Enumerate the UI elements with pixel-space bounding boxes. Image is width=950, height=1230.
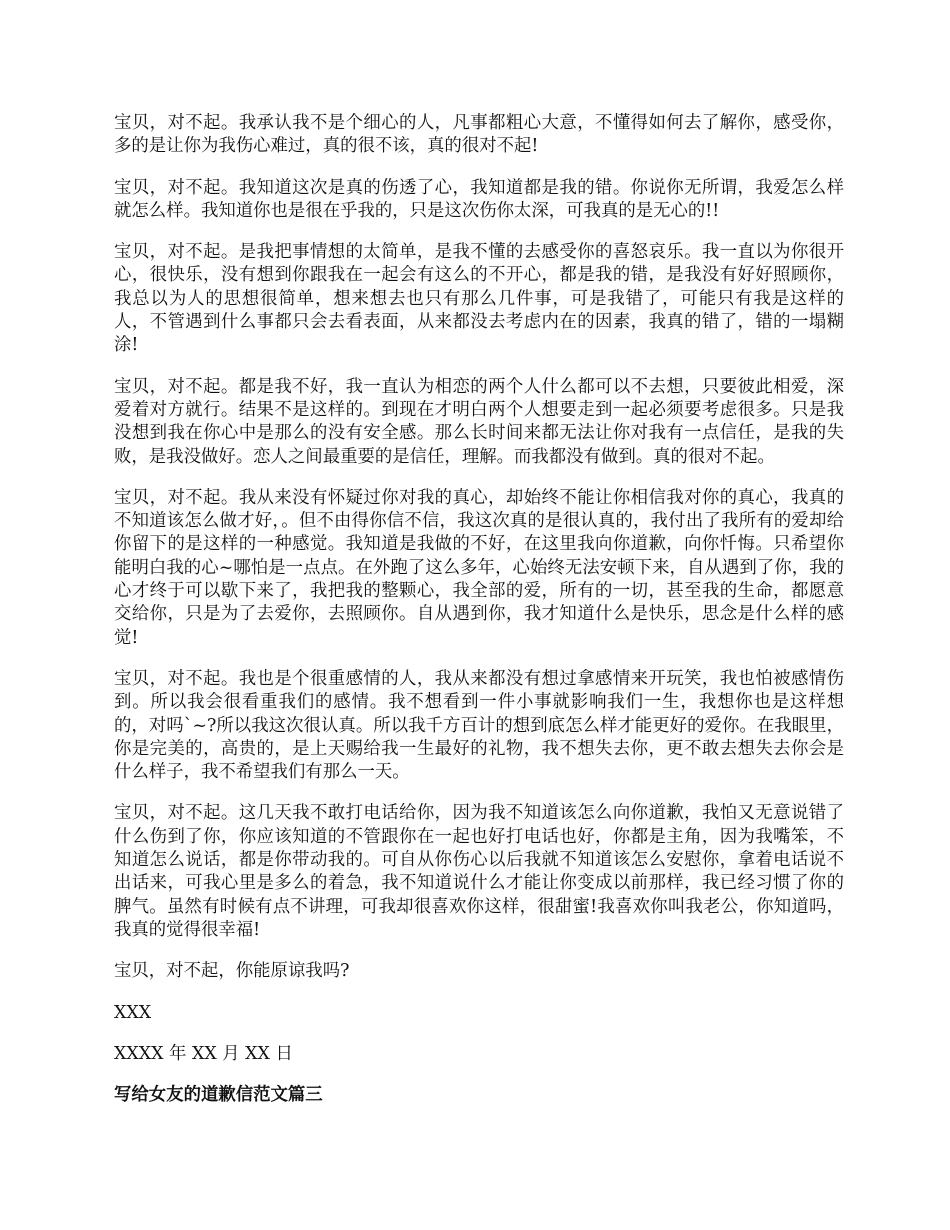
letter-paragraph-2: 宝贝，对不起。我知道这次是真的伤透了心，我知道都是我的错。你说你无所谓，我爱怎么样就怎么样。我知道你也是很在乎我的，只是这次伤你太深，可我真的是无心的!! — [114, 177, 844, 221]
letter-paragraph-5: 宝贝，对不起。我从来没有怀疑过你对我的真心，却始终不能让你相信我对你的真心，我真的不知道该怎么做才好，。但不由得你信不信，我这次真的是很认真的，我付出了我所有的爱却给你留下的是这样的一种感觉。我知道是我做的不好，在这里我向你道歉，向你忏悔。只希望你能明白我的心~哪怕是一点点。在外跑了这么多年，心始终无法安顿下来，自从遇到了你，我的心才终于可以歇下来了，我把我的整颗心，我全部的爱，所有的一切，甚至我的生命，都愿意交给你，只是为了去爱你，去照顾你。自从遇到你，我才知道什么是快乐，思念是什么样的感觉! — [114, 487, 844, 648]
letter-paragraph-6: 宝贝，对不起。我也是个很重感情的人，我从来都没有想过拿感情来开玩笑，我也怕被感情伤到。所以我会很看重我们的感情。我不想看到一件小事就影响我们一生，我想你也是这样想的，对吗`~?所以我这次很认真。所以我千方百计的想到底怎么样才能更好的爱你。在我眼里，你是完美的，高贵的，是上天赐给我一生最好的礼物，我不想失去你，更不敢去想失去你会是什么样子，我不希望我们有那么一天。 — [114, 668, 844, 783]
document-body — [114, 112, 844, 1107]
letter-paragraph-7: 宝贝，对不起。这几天我不敢打电话给你，因为我不知道该怎么向你道歉，我怕又无意说错了什么伤到了你，你应该知道的不管跟你在一起也好打电话也好，你都是主角，因为我嘴笨，不知道怎么说话，都是你带动我的。可自从你伤心以后我就不知道该怎么安慰你，拿着电话说不出话来，可我心里是多么的着急，我不知道说什么才能让你变成以前那样，我已经习惯了你的脾气。虽然有时候有点不讲理，可我却很喜欢你这样，很甜蜜!我喜欢你叫我老公，你知道吗，我真的觉得很幸福! — [114, 803, 844, 940]
section-heading: 写给女友的道歉信范文篇三 — [114, 1085, 323, 1106]
letter-paragraph-4: 宝贝，对不起。都是我不好，我一直认为相恋的两个人什么都可以不去想，只要彼此相爱，深爱着对方就行。结果不是这样的。到现在才明白两个人想要走到一起必须要考虑很多。只是我没想到我在你心中是那么的没有安全感。那么长时间来都无法让你对我有一点信任，是我的失败，是我没做好。恋人之间最重要的是信任，理解。而我都没有做到。真的很对不起。 — [114, 376, 844, 467]
letter-paragraph-1: 宝贝，对不起。我承认我不是个细心的人，凡事都粗心大意，不懂得如何去了解你，感受你，多的是让你为我伤心难过，真的很不该，真的很对不起! — [114, 113, 844, 157]
letter-date: XXXX 年 XX 月 XX 日 — [114, 1043, 293, 1064]
letter-paragraph-3: 宝贝，对不起。是我把事情想的太简单，是我不懂的去感受你的喜怒哀乐。我一直以为你很开心，很快乐，没有想到你跟我在一起会有这么的不开心，都是我的错，是我没有好好照顾你，我总以为人的思想很简单，想来想去也只有那么几件事，可是我错了，可能只有我是这样的人，不管遇到什么事都只会去看表面，从来都没去考虑内在的因素，我真的错了，错的一塌糊涂! — [114, 242, 844, 356]
closing-question: 宝贝，对不起，你能原谅我吗? — [114, 961, 350, 982]
signature: XXX — [114, 1002, 152, 1023]
